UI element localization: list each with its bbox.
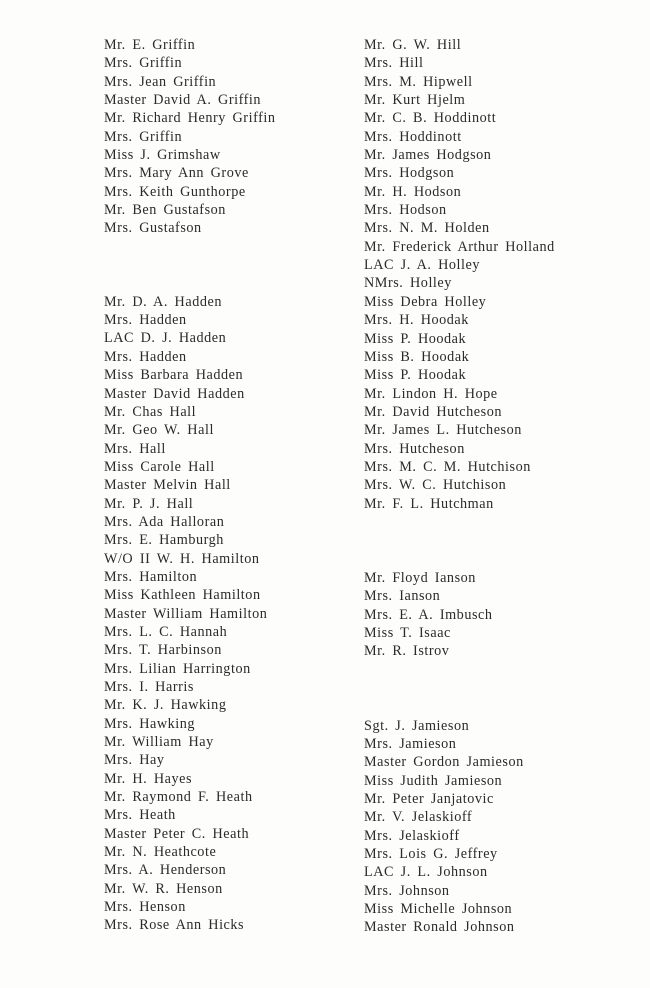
name-entry: Mrs. Griffin <box>104 128 183 145</box>
name-entry: Mrs. I. Harris <box>104 679 194 695</box>
name-entry: Mrs. Hadden <box>104 348 187 365</box>
name-entry: Mr. Richard Henry Griffin <box>104 110 276 127</box>
name-entry: Miss Barbara Hadden <box>104 367 244 384</box>
name-entry: Mr. F. L. Hutchman <box>364 495 494 512</box>
name-entry: Mrs. Heath <box>104 807 176 824</box>
name-entry: Mrs. Jamieson <box>364 736 457 752</box>
name-entry: Mrs. Lois G. Jeffrey <box>364 846 498 863</box>
name-group-g <box>104 36 334 238</box>
name-entry: Mrs. Hodson <box>364 202 447 219</box>
name-entry: Mr. G. W. Hill <box>364 37 462 53</box>
name-entry: Master David A. Griffin <box>104 92 262 109</box>
name-entry: Mrs. Lilian Harrington <box>104 660 251 677</box>
name-entry: Mrs. E. A. Imbusch <box>364 606 493 623</box>
name-entry: Mr. H. Hodson <box>364 183 462 200</box>
name-entry: Mr. Geo W. Hall <box>104 422 214 439</box>
name-entry: Mrs. Hay <box>104 752 165 769</box>
name-group-h <box>104 293 334 935</box>
name-entry: Miss P. Hoodak <box>364 330 467 347</box>
name-entry: Mr. R. Istrov <box>364 643 450 660</box>
name-entry: Mrs. E. Hamburgh <box>104 532 224 549</box>
section-spacer <box>364 661 624 717</box>
name-entry: Mr. Peter Janjatovic <box>364 791 494 808</box>
name-entry: Mrs. Hoddinott <box>364 128 462 145</box>
name-entry: Sgt. J. Jamieson <box>364 717 470 734</box>
name-entry: Mrs. T. Harbinson <box>104 642 222 659</box>
name-entry: Master David Hadden <box>104 385 245 402</box>
name-entry: Mrs. M. C. M. Hutchison <box>364 458 531 475</box>
name-entry: Master Peter C. Heath <box>104 825 250 842</box>
name-entry: Mrs. L. C. Hannah <box>104 623 228 640</box>
name-entry: Master Gordon Jamieson <box>364 754 524 771</box>
name-entry: Mr. H. Hayes <box>104 770 193 787</box>
name-entry: Mr. David Hutcheson <box>364 403 502 420</box>
name-entry: Mr. Chas Hall <box>104 403 197 420</box>
name-entry: Mr. James L. Hutcheson <box>364 422 522 439</box>
name-entry: Mr. W. R. Henson <box>104 880 223 897</box>
left-column <box>104 36 334 935</box>
name-entry: Miss Judith Jamieson <box>364 772 503 789</box>
name-entry: Mr. Frederick Arthur Holland <box>364 238 555 255</box>
section-spacer <box>364 513 624 569</box>
name-entry: W/O II W. H. Hamilton <box>104 550 260 567</box>
name-entry: Miss Kathleen Hamilton <box>104 587 261 604</box>
section-spacer <box>104 238 334 293</box>
name-group-h-continued <box>364 36 624 513</box>
name-group-i <box>364 569 624 661</box>
name-entry: Mrs. W. C. Hutchison <box>364 477 507 494</box>
name-entry: Mrs. Hutcheson <box>364 440 465 457</box>
name-entry: Miss P. Hoodak <box>364 367 467 384</box>
name-entry: Mrs. Hodgson <box>364 165 455 182</box>
name-entry: Mr. James Hodgson <box>364 147 492 164</box>
name-entry: Mrs. Hawking <box>104 715 196 732</box>
name-entry: Miss Carole Hall <box>104 458 215 475</box>
name-entry: Mr. C. B. Hoddinott <box>364 110 497 127</box>
name-entry: Mrs. Rose Ann Hicks <box>104 917 245 934</box>
name-entry: Mrs. Hall <box>104 440 166 457</box>
name-entry: Mrs. Gustafson <box>104 220 202 237</box>
name-entry: Mr. V. Jelaskioff <box>364 809 473 826</box>
name-entry: Mr. E. Griffin <box>104 37 196 53</box>
name-entry: Miss Michelle Johnson <box>364 901 513 918</box>
name-entry: Mr. D. A. Hadden <box>104 293 222 310</box>
name-entry: Mrs. Hill <box>364 55 424 72</box>
name-entry: Mrs. Ianson <box>364 588 441 605</box>
name-entry: Mrs. Hamilton <box>104 568 198 585</box>
name-entry: Mrs. Ada Halloran <box>104 513 225 530</box>
name-entry: Mr. K. J. Hawking <box>104 697 227 714</box>
name-entry: Mrs. Jelaskioff <box>364 827 460 844</box>
name-entry: Mr. Ben Gustafson <box>104 202 226 219</box>
name-entry: Mrs. N. M. Holden <box>364 220 490 237</box>
name-entry: Mrs. Griffin <box>104 55 183 72</box>
name-entry: Mrs. Henson <box>104 899 186 916</box>
name-entry: Mr. Lindon H. Hope <box>364 385 498 402</box>
name-entry: Mrs. Johnson <box>364 882 450 899</box>
name-entry: Mrs. Keith Gunthorpe <box>104 183 246 200</box>
name-entry: Mrs. H. Hoodak <box>364 312 469 329</box>
name-entry: Mr. N. Heathcote <box>104 844 217 861</box>
name-entry: Master Ronald Johnson <box>364 919 515 936</box>
name-entry: Mrs. Hadden <box>104 312 187 329</box>
name-entry: LAC J. L. Johnson <box>364 864 488 881</box>
name-entry: Mr. William Hay <box>104 734 214 751</box>
name-entry: Miss B. Hoodak <box>364 348 470 365</box>
name-entry: Miss T. Isaac <box>364 624 451 641</box>
name-entry: Mr. Kurt Hjelm <box>364 92 466 109</box>
name-entry: Mr. P. J. Hall <box>104 495 194 512</box>
name-entry: LAC D. J. Hadden <box>104 330 227 347</box>
name-entry: Miss J. Grimshaw <box>104 147 221 164</box>
name-entry: Miss Debra Holley <box>364 293 487 310</box>
name-entry: Master William Hamilton <box>104 605 268 622</box>
name-entry: Mrs. M. Hipwell <box>364 73 473 90</box>
right-column <box>364 36 624 937</box>
name-entry: NMrs. Holley <box>364 275 452 292</box>
name-entry: Mr. Floyd Ianson <box>364 569 476 586</box>
name-entry: LAC J. A. Holley <box>364 257 481 274</box>
name-entry: Mrs. Jean Griffin <box>104 73 217 90</box>
name-group-j <box>364 717 624 937</box>
name-entry: Mrs. Mary Ann Grove <box>104 165 249 182</box>
name-entry: Master Melvin Hall <box>104 477 231 494</box>
name-entry: Mrs. A. Henderson <box>104 862 227 879</box>
name-entry: Mr. Raymond F. Heath <box>104 789 253 806</box>
